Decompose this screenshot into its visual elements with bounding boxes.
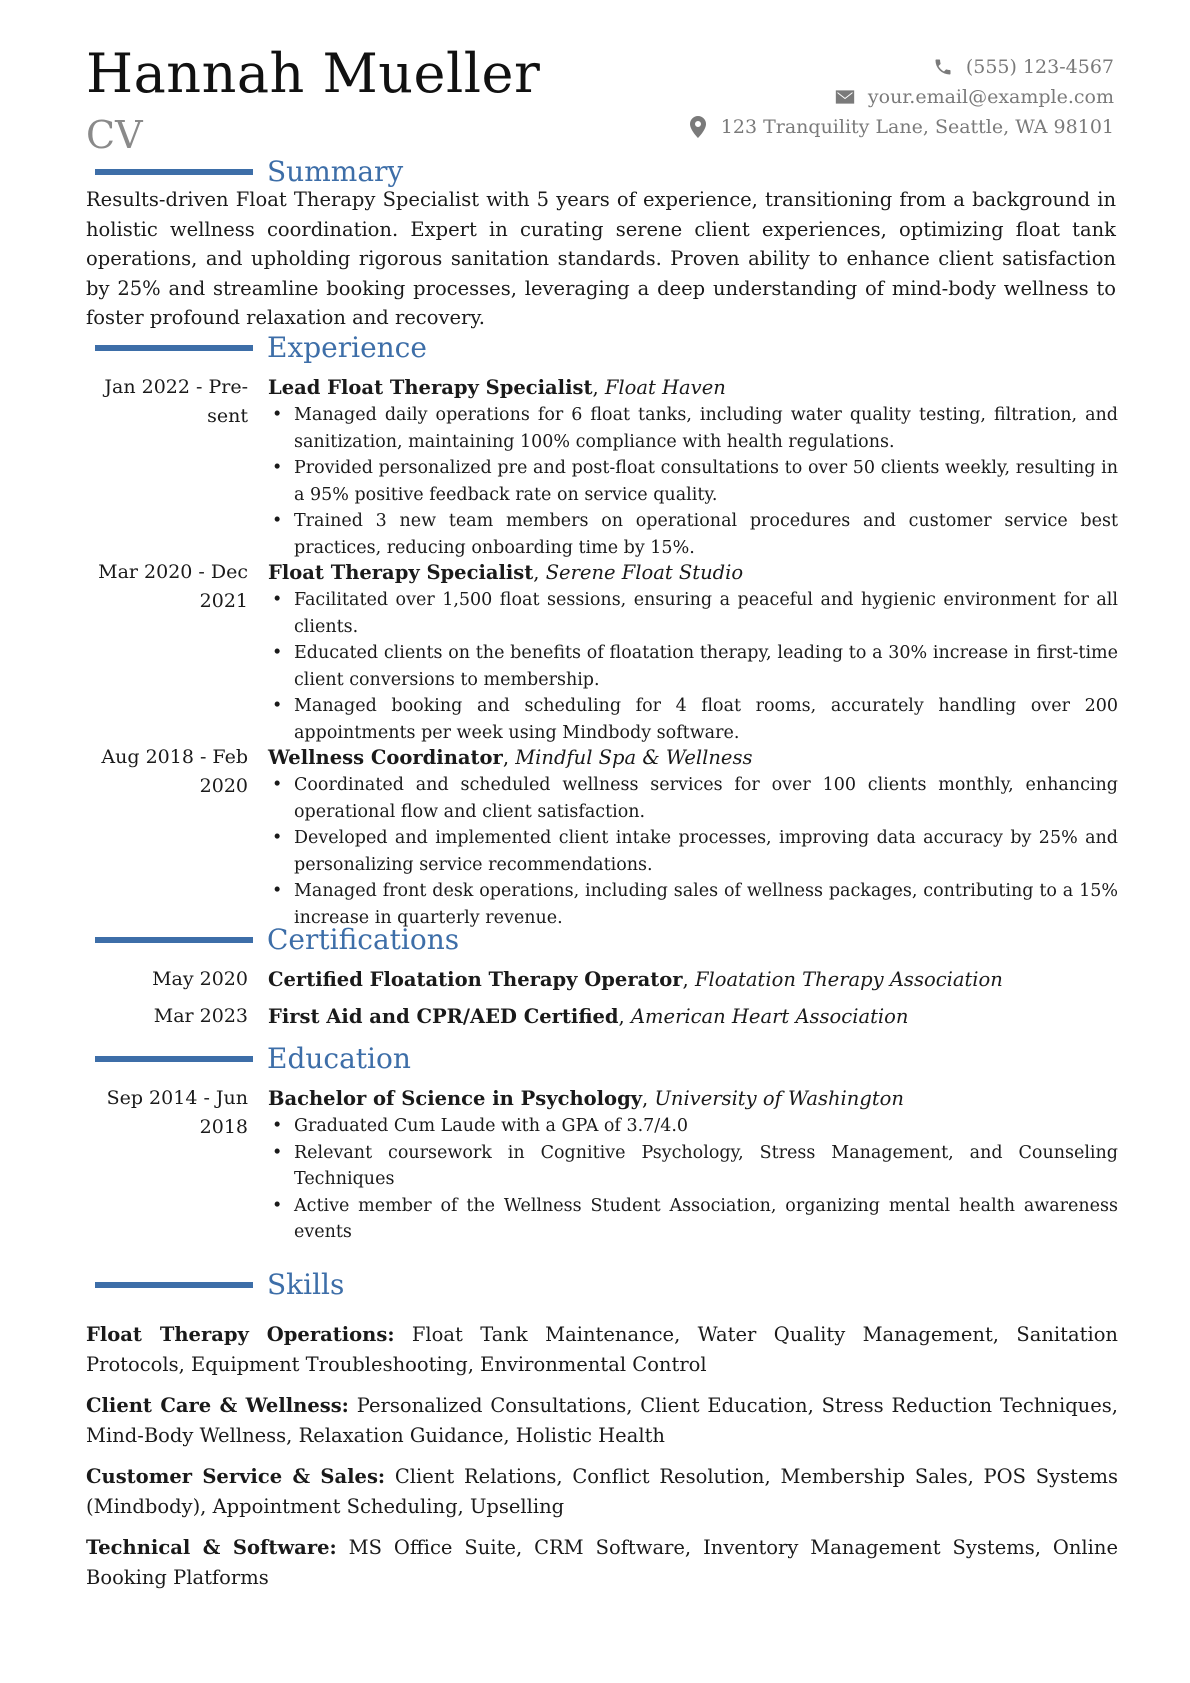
certification-issuer: Floatation Therapy Association (694, 968, 1003, 991)
job-role: Lead Float Therapy Specialist (268, 376, 593, 399)
contact-address (687, 112, 1114, 142)
document-type: CV (86, 113, 143, 157)
section-accent-bar (95, 345, 253, 351)
contact-block (687, 52, 1114, 142)
entry-date (86, 743, 248, 801)
date-line: 2020 (199, 775, 248, 797)
section-title: Education (267, 1042, 411, 1075)
certification-issuer: American Heart Association (630, 1005, 909, 1028)
list-item: • Coordinated and scheduled wellness services for over 100 clients monthly, enhancing operational flow and client satisfaction. (272, 775, 1118, 822)
section-accent-bar (95, 937, 253, 943)
candidate-name: Hannah Mueller (86, 42, 541, 105)
skill-items: MS Office Suite, CRM Software, Inventory Management Systems, Online Booking Platforms (86, 1536, 1118, 1589)
certification-name: First Aid and CPR/AED Certified (268, 1005, 619, 1028)
employer: Float Haven (604, 376, 726, 399)
degree: Bachelor of Science in Psychology (268, 1087, 643, 1110)
skill-items: Personalized Consultations, Client Education, Stress Reduction Techniques, Mind-Body Wellness, Relaxation Guidance, Holistic Health (86, 1394, 1118, 1447)
certification-name: Certified Floatation Therapy Operator (268, 968, 683, 991)
date-line: sent (207, 405, 248, 427)
entry-body (268, 1084, 1118, 1246)
job-role: Wellness Coordinator (268, 746, 503, 769)
phone-icon (932, 56, 954, 78)
section-title: Experience (267, 331, 427, 364)
employer: Serene Float Studio (545, 561, 744, 584)
bullet-list (268, 402, 1118, 561)
section-certifications-heading (95, 922, 459, 958)
section-experience-heading (95, 330, 427, 366)
bullet-list (268, 587, 1118, 746)
skill-group (86, 1533, 1118, 1592)
skill-category: Float Therapy Operations: (86, 1323, 395, 1346)
list-item: • Trained 3 new team members on operational procedures and customer service best practices, reducing onboarding time by 15%. (272, 511, 1118, 558)
list-item: • Managed booking and scheduling for 4 float rooms, accurately handling over 200 appointments per week using Mindbody software. (272, 696, 1118, 743)
bullet-list (268, 772, 1118, 931)
date-line: Mar 2020 - Dec (98, 561, 248, 583)
skill-group (86, 1320, 1118, 1379)
phone-text[interactable]: (555) 123-4567 (965, 56, 1114, 78)
date-line: 2021 (199, 590, 248, 612)
list-item: • Managed daily operations for 6 float tanks, including water quality testing, filtration, and sanitization, maintaining 100% compliance with health regulations. (272, 405, 1118, 452)
job-role: Float Therapy Specialist (268, 561, 534, 584)
entry-date (86, 1084, 248, 1142)
section-skills-heading (95, 1267, 344, 1303)
envelope-icon (834, 86, 856, 108)
employer: Mindful Spa & Wellness (515, 746, 753, 769)
entry-title: First Aid and CPR/AED Certified, American Heart Association (268, 1005, 909, 1028)
contact-phone (687, 52, 1114, 82)
entry-title: Certified Floatation Therapy Operator, Floatation Therapy Association (268, 968, 1003, 991)
skill-items: Client Relations, Conflict Resolution, Membership Sales, POS Systems (Mindbody), Appointment Scheduling, Upselling (86, 1465, 1119, 1518)
entry-body (268, 743, 1118, 931)
section-education-heading (95, 1041, 411, 1077)
entry-body (268, 373, 1118, 561)
skill-group (86, 1391, 1118, 1450)
entry-title: Wellness Coordinator, Mindful Spa & Wellness (268, 746, 753, 769)
entry-date (86, 558, 248, 616)
entry-title: Float Therapy Specialist, Serene Float Studio (268, 561, 744, 584)
entry-body (268, 965, 1118, 994)
section-title: Summary (267, 155, 404, 188)
entry-title: Bachelor of Science in Psychology, University of Washington (268, 1087, 904, 1110)
list-item: • Educated clients on the benefits of floatation therapy, leading to a 30% increase in first-time client conversions to membership. (272, 643, 1118, 690)
section-accent-bar (95, 169, 253, 175)
skill-category: Client Care & Wellness: (86, 1394, 349, 1417)
section-accent-bar (95, 1056, 253, 1062)
address-text: 123 Tranquility Lane, Seattle, WA 98101 (720, 116, 1114, 138)
skill-category: Customer Service & Sales: (86, 1465, 386, 1488)
section-accent-bar (95, 1282, 253, 1288)
section-title: Skills (267, 1268, 345, 1301)
list-item: • Facilitated over 1,500 float sessions, ensuring a peaceful and hygienic environment for all clients. (272, 590, 1118, 637)
list-item: • Active member of the Wellness Student Association, organizing mental health awareness events (272, 1195, 1118, 1242)
date-line: 2018 (199, 1116, 248, 1138)
contact-email (687, 82, 1114, 112)
map-pin-icon (687, 116, 709, 138)
bullet-list (268, 1113, 1118, 1246)
summary-paragraph: Results-driven Float Therapy Specialist with 5 years of experience, transitioning from a background in holistic wellness coordination. Expert in curating serene client experiences, optimizing float tank operations, and upholding rigorous sanitation standards. Proven ability to enhance client satisfaction by 25% and streamline booking processes, leveraging a deep understanding of mind-body wellness to foster profound relaxation and recovery. (86, 188, 1116, 329)
skill-group (86, 1462, 1118, 1521)
entry-date: Mar 2023 (153, 1005, 248, 1027)
entry-title: Lead Float Therapy Specialist, Float Haven (268, 376, 726, 399)
entry-date: May 2020 (152, 968, 248, 990)
email-text[interactable]: your.email@example.com (867, 86, 1114, 108)
list-item: • Provided personalized pre and post-float consultations to over 50 clients weekly, resulting in a 95% positive feedback rate on service quality. (272, 458, 1118, 505)
list-item: • Relevant coursework in Cognitive Psychology, Stress Management, and Counseling Techniques (272, 1142, 1118, 1189)
entry-body (268, 1002, 1118, 1031)
date-line: Jan 2022 - Pre- (104, 376, 248, 398)
entry-body (268, 558, 1118, 746)
date-line: Sep 2014 - Jun (106, 1087, 248, 1109)
skill-category: Technical & Software: (86, 1536, 337, 1559)
skill-items: Float Tank Maintenance, Water Quality Management, Sanitation Protocols, Equipment Troubleshooting, Environmental Control (86, 1323, 1118, 1376)
list-item: • Developed and implemented client intake processes, improving data accuracy by 25% and personalizing service recommendations. (272, 828, 1118, 875)
school: University of Washington (654, 1087, 904, 1110)
list-item: • Graduated Cum Laude with a GPA of 3.7/4.0 (272, 1116, 689, 1136)
entry-date (86, 373, 248, 431)
section-title: Certifications (267, 923, 460, 956)
skills-list (86, 1320, 1118, 1604)
list-item: • Managed front desk operations, including sales of wellness packages, contributing to a 15% increase in quarterly revenue. (272, 881, 1118, 928)
date-line: Aug 2018 - Feb (101, 746, 248, 768)
